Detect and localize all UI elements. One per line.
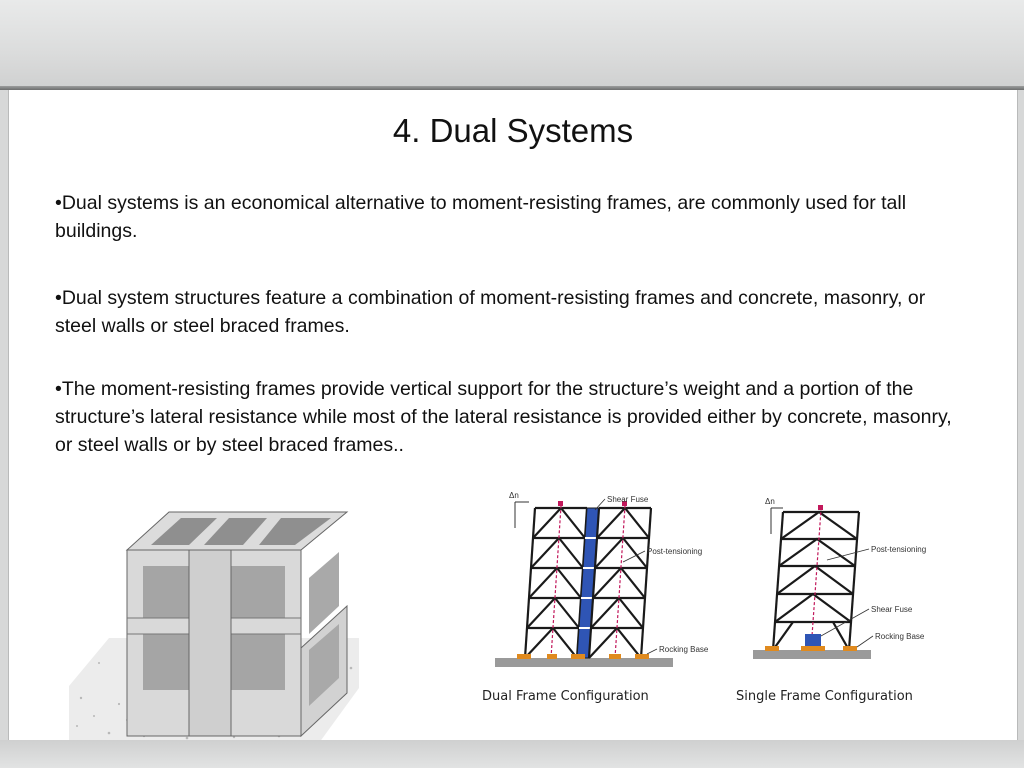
dual-system-building-illustration	[69, 488, 369, 748]
slide	[8, 90, 1018, 740]
slide-title: 4. Dual Systems	[392, 112, 634, 149]
post-tensioning-label: Post-tensioning	[647, 547, 703, 556]
braced-frame	[773, 512, 859, 650]
window-opening	[231, 566, 285, 618]
shear-fuse-label: Shear Fuse	[871, 605, 913, 614]
ground-slab	[753, 650, 871, 659]
single-frame-caption: Single Frame Configuration	[736, 689, 913, 704]
slide-bottom-band	[0, 740, 1024, 768]
bullet-economical-alternative: •Dual systems is an economical alternative to moment-resisting frames, are commonly used for tall buildings.	[55, 192, 907, 242]
slide-top-band	[0, 0, 1024, 90]
delta-label: Δn	[765, 497, 775, 506]
tendon-anchor	[818, 505, 823, 510]
rocking-base-label: Rocking Base	[875, 632, 925, 641]
dual-frame-caption: Dual Frame Configuration	[482, 689, 649, 704]
rocking-base-label: Rocking Base	[659, 645, 709, 654]
dual-frame-diagram	[475, 486, 725, 711]
shear-fuse-label: Shear Fuse	[607, 495, 649, 504]
post-tensioning-label: Post-tensioning	[871, 545, 927, 554]
tendon-anchor	[558, 501, 563, 506]
single-frame-diagram	[735, 494, 955, 699]
post-tensioning-tendon	[811, 510, 821, 650]
bullet-lateral-resistance: •The moment-resisting frames provide vertical support for the structure’s weight and a portion of the structure’s lateral resistance while most of the lateral resistance is provided either by concrete, masonry, or steel walls or by steel braced frames..	[55, 378, 952, 456]
delta-label: Δn	[509, 491, 519, 500]
bullet-combination: •Dual system structures feature a combination of moment-resisting frames and concrete, masonry, or steel walls or steel braced frames.	[55, 287, 926, 337]
window-opening	[231, 634, 285, 690]
window-opening	[143, 566, 189, 618]
ground-slab	[495, 658, 673, 667]
shear-wall	[189, 550, 231, 736]
rocking-base-plates	[765, 646, 857, 651]
window-opening	[143, 634, 189, 690]
